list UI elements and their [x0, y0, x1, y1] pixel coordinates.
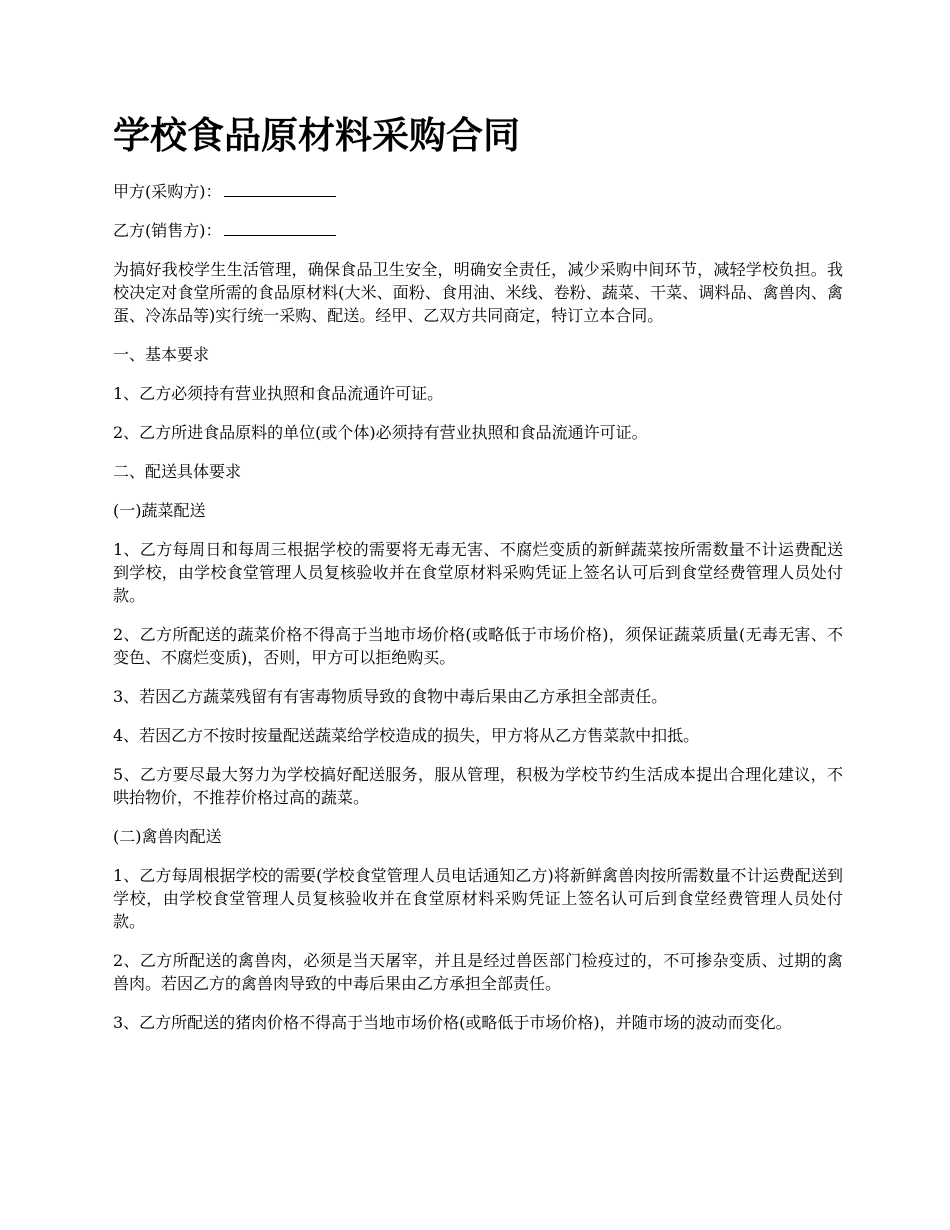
basic-item: 2、乙方所进食品原料的单位(或个体)必须持有营业执照和食品流通许可证。 — [113, 423, 648, 442]
subsection-heading-meat: (二)禽兽肉配送 — [113, 827, 222, 846]
contract-page — [113, 112, 843, 1050]
party-b-label: 乙方(销售方)： — [113, 221, 222, 240]
party-b-blank — [224, 219, 336, 236]
vegetable-item: 3、若因乙方蔬菜残留有有害毒物质导致的食物中毒后果由乙方承担全部责任。 — [113, 687, 668, 706]
vegetable-item: 5、乙方要尽最大努力为学校搞好配送服务，服从管理，积极为学校节约生活成本提出合理化建议，不哄抬物价，不推荐价格过高的蔬菜。 — [113, 765, 843, 807]
vegetable-item: 2、乙方所配送的蔬菜价格不得高于当地市场价格(或略低于市场价格)，须保证蔬菜质量(无毒无害、不变色、不腐烂变质)，否则，甲方可以拒绝购买。 — [113, 625, 843, 667]
basic-item: 1、乙方必须持有营业执照和食品流通许可证。 — [113, 384, 444, 403]
meat-item: 1、乙方每周根据学校的需要(学校食堂管理人员电话通知乙方)将新鲜禽兽肉按所需数量不计运费配送到学校，由学校食堂管理人员复核验收并在食堂原材料采购凭证上签名认可后到食堂经费管理人员处付款。 — [113, 866, 843, 931]
party-a-label: 甲方(采购方)： — [113, 182, 222, 201]
vegetable-item: 1、乙方每周日和每周三根据学校的需要将无毒无害、不腐烂变质的新鲜蔬菜按所需数量不计运费配送到学校，由学校食堂管理人员复核验收并在食堂原材料采购凭证上签名认可后到食堂经费管理人员处付款。 — [113, 540, 843, 605]
party-b-line — [113, 219, 843, 242]
meat-item: 3、乙方所配送的猪肉价格不得高于当地市场价格(或略低于市场价格)，并随市场的波动而变化。 — [113, 1013, 792, 1032]
party-a-line — [113, 180, 843, 203]
vegetable-item: 4、若因乙方不按时按量配送蔬菜给学校造成的损失，甲方将从乙方售菜款中扣抵。 — [113, 726, 700, 745]
subsection-heading-vegetables: (一)蔬菜配送 — [113, 501, 206, 520]
section-heading-delivery: 二、配送具体要求 — [113, 462, 242, 481]
meat-item: 2、乙方所配送的禽兽肉，必须是当天屠宰，并且是经过兽医部门检疫过的，不可掺杂变质、过期的禽兽肉。若因乙方的禽兽肉导致的中毒后果由乙方承担全部责任。 — [113, 951, 843, 993]
intro-paragraph: 为搞好我校学生生活管理，确保食品卫生安全，明确安全责任，减少采购中间环节，减轻学校负担。我校决定对食堂所需的食品原材料(大米、面粉、食用油、米线、卷粉、蔬菜、干菜、调料品、禽兽肉、禽蛋、冷冻品等)实行统一采购、配送。经甲、乙双方共同商定，特订立本合同。 — [113, 260, 843, 325]
page-title: 学校食品原材料采购合同 — [113, 114, 520, 157]
section-heading-basic: 一、基本要求 — [113, 345, 210, 364]
party-a-blank — [224, 180, 336, 197]
